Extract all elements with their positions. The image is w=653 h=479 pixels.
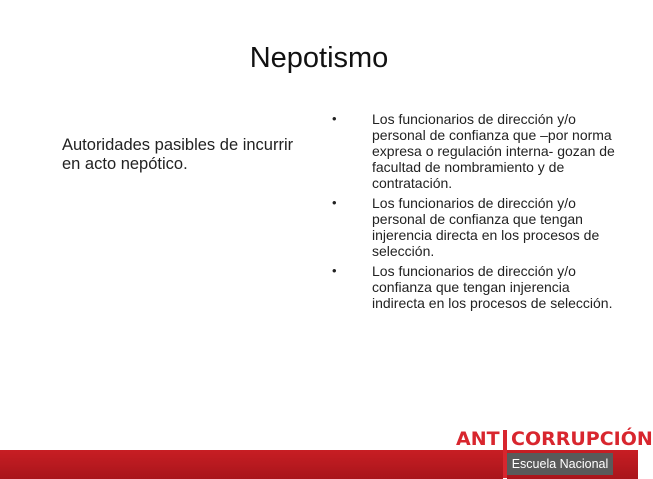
brand-logo-right: CORRUPCIÓN — [511, 428, 653, 450]
school-label: Escuela Nacional — [511, 457, 609, 471]
left-heading-text: Autoridades pasibles de incurrir en acto nepótico. — [62, 136, 294, 173]
bullet-list — [326, 111, 626, 315]
bullet-text: Los funcionarios de dirección y/o personal de confianza que tengan injerencia directa en los procesos de selección. — [372, 195, 600, 259]
brand-logo-left: ANT — [456, 428, 500, 450]
brand-logo-bar — [503, 430, 507, 478]
bullet-icon: • — [332, 195, 337, 210]
bullet-item — [326, 263, 626, 311]
bullet-item — [326, 111, 626, 191]
bullet-text: Los funcionarios de dirección y/o personal de confianza que –por norma expresa o regulación interna- gozan de facultad de nombramiento y de contratación. — [372, 111, 615, 191]
slide-title: Nepotismo — [249, 42, 389, 74]
bullet-icon: • — [332, 111, 337, 126]
bullet-item — [326, 195, 626, 259]
footer-band — [0, 450, 638, 479]
bullet-text: Los funcionarios de dirección y/o confianza que tengan injerencia indirecta en los procesos de selección. — [372, 263, 613, 311]
bullet-icon: • — [332, 263, 337, 278]
